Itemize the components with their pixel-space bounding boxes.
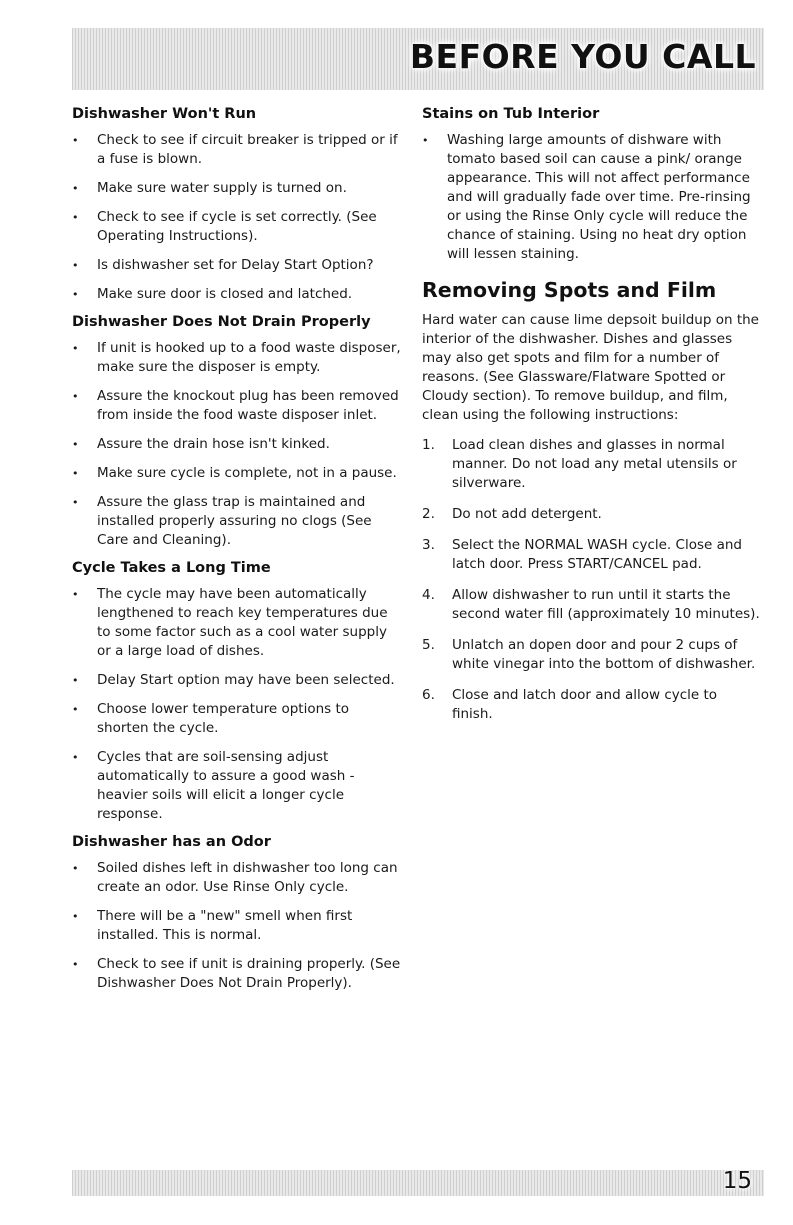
section-heading: Dishwasher Does Not Drain Properly [72, 314, 371, 330]
list-item: • Cycles that are soil-sensing adjust automatically to assure a good wash - heavier soils will elicit a longer cycle response. [72, 748, 402, 824]
list-item: • Check to see if unit is draining properly. (See Dishwasher Does Not Drain Properly). [72, 955, 402, 993]
step-number: 1. [422, 437, 435, 453]
list-item: • The cycle may have been automatically lengthened to reach key temperatures due to some factor such as a cool water supply or a large load of dishes. [72, 585, 402, 661]
list-item: • Make sure water supply is turned on. [72, 179, 402, 198]
step-text: Unlatch an dopen door and pour 2 cups of white vinegar into the bottom of dishwasher. [452, 637, 756, 672]
section-wont-run [72, 106, 402, 304]
list-item: • Choose lower temperature options to shorten the cycle. [72, 700, 402, 738]
section-heading: Dishwasher has an Odor [72, 834, 271, 850]
numbered-list [422, 436, 762, 724]
step-number: 5. [422, 637, 435, 653]
list-item: • Make sure cycle is complete, not in a pause. [72, 464, 402, 483]
bullet-list [72, 131, 402, 304]
step-number: 3. [422, 537, 435, 553]
footer-band [72, 1170, 764, 1196]
list-item: • Assure the knockout plug has been removed from inside the food waste disposer inlet. [72, 387, 402, 425]
list-item: • Assure the glass trap is maintained and installed properly assuring no clogs (See Care and Cleaning). [72, 493, 402, 550]
list-item: • Soiled dishes left in dishwasher too long can create an odor. Use Rinse Only cycle. [72, 859, 402, 897]
step-text: Select the NORMAL WASH cycle. Close and latch door. Press START/CANCEL pad. [452, 537, 742, 572]
list-item: • Check to see if circuit breaker is tripped or if a fuse is blown. [72, 131, 402, 169]
step-text: Close and latch door and allow cycle to finish. [452, 687, 718, 722]
bullet-list [422, 131, 762, 264]
section-stains [422, 106, 762, 264]
bullet-list [72, 339, 402, 550]
right-column [422, 106, 762, 736]
section-heading: Stains on Tub Interior [422, 106, 600, 122]
left-column [72, 106, 402, 1003]
step-text: Allow dishwasher to run until it starts the second water fill (approximately 10 minutes). [452, 587, 760, 622]
bullet-list [72, 859, 402, 993]
step-item [422, 436, 762, 493]
section-does-not-drain [72, 314, 402, 550]
step-item [422, 636, 762, 674]
step-item [422, 505, 762, 524]
section-heading: Dishwasher Won't Run [72, 106, 257, 122]
intro-paragraph: Hard water can cause lime depsoit buildup on the interior of the dishwasher. Dishes and glasses may also get spots and film for a number of reasons. (See Glassware/Flatware Spotted or Cloudy section). To remove buildup, and film, clean using the following instructions: [422, 312, 759, 423]
step-text: Do not add detergent. [452, 506, 602, 522]
step-item [422, 536, 762, 574]
list-item: • Check to see if cycle is set correctly. (See Operating Instructions). [72, 208, 402, 246]
page-number: 15 [722, 1168, 752, 1194]
bullet-list [72, 585, 402, 824]
list-item: • Make sure door is closed and latched. [72, 285, 402, 304]
list-item: • Washing large amounts of dishware with tomato based soil can cause a pink/ orange appearance. This will not affect performance and will gradually fade over time. Pre-rinsing or using the Rinse Only cycle will reduce the chance of staining. Using no heat dry option will lessen staining. [422, 131, 762, 264]
section-removing-spots [422, 278, 762, 724]
section-heading: Cycle Takes a Long Time [72, 560, 271, 576]
section-long-time [72, 560, 402, 824]
list-item: • Is dishwasher set for Delay Start Option? [72, 256, 402, 275]
step-number: 2. [422, 506, 435, 522]
list-item: • Assure the drain hose isn't kinked. [72, 435, 402, 454]
step-number: 4. [422, 587, 435, 603]
list-item: • Delay Start option may have been selected. [72, 671, 402, 690]
step-number: 6. [422, 687, 435, 703]
section-heading-large: Removing Spots and Film [422, 278, 717, 302]
section-odor [72, 834, 402, 993]
list-item: • If unit is hooked up to a food waste disposer, make sure the disposer is empty. [72, 339, 402, 377]
step-item [422, 686, 762, 724]
step-text: Load clean dishes and glasses in normal manner. Do not load any metal utensils or silverware. [452, 437, 737, 491]
section-title: BEFORE YOU CALL [409, 37, 756, 76]
list-item: • There will be a "new" smell when first installed. This is normal. [72, 907, 402, 945]
header-band [72, 28, 764, 90]
step-item [422, 586, 762, 624]
